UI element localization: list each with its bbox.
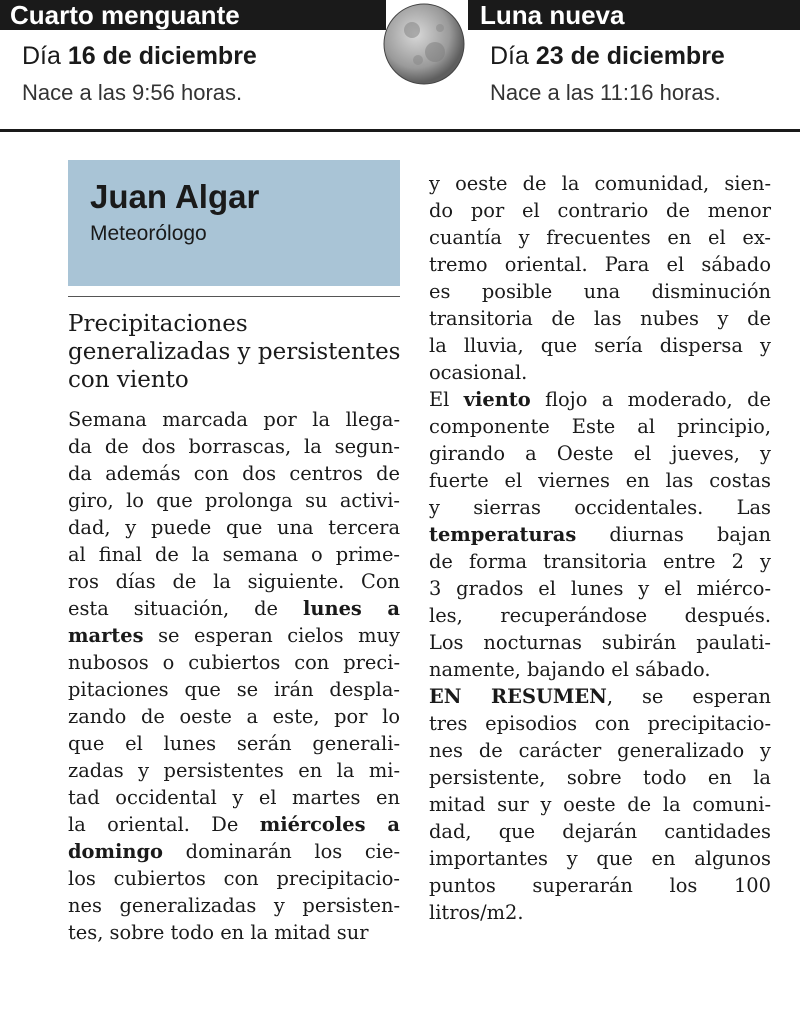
text-run: tes, sobre todo en la mitad sur — [68, 921, 369, 944]
text-run: persistente, sobre todo en la — [429, 766, 771, 789]
text-run: y sierras occidentales. Las — [429, 496, 771, 519]
text-run: fuerte el viernes en las costas — [429, 469, 771, 492]
text-run: giro, lo que prolonga su activi- — [68, 489, 400, 512]
text-run: nubosos o cubiertos con preci- — [68, 651, 400, 674]
text-line — [429, 386, 771, 413]
text-line — [429, 656, 771, 683]
text-line — [429, 197, 771, 224]
text-run: les, recuperándose después. — [429, 604, 771, 627]
text-line — [429, 467, 771, 494]
text-run: puntos superarán los 100 — [429, 874, 771, 897]
text-line — [429, 602, 771, 629]
text-run: la lluvia, que sería dispersa y — [429, 334, 771, 357]
text-run: esta situación, de — [68, 597, 304, 620]
text-run: namente, bajando el sábado. — [429, 658, 711, 681]
text-line — [429, 278, 771, 305]
text-line — [68, 676, 400, 703]
text-run: transitoria de las nubes y de — [429, 307, 771, 330]
text-run: Semana marcada por la llega- — [68, 408, 400, 431]
text-run: da de dos borrascas, la segun- — [68, 435, 400, 458]
text-line — [68, 460, 400, 487]
text-line — [429, 224, 771, 251]
text-run: la oriental. De — [68, 813, 260, 836]
text-line — [68, 568, 400, 595]
bold-term: martes — [68, 624, 144, 647]
text-run: 3 grados el lunes y el miérco- — [429, 577, 771, 600]
text-line — [68, 703, 400, 730]
text-line — [429, 710, 771, 737]
text-run: dominarán los cie- — [162, 840, 400, 863]
author-role: Meteorólogo — [90, 222, 207, 245]
text-line — [68, 541, 400, 568]
article-column-1 — [68, 406, 400, 946]
text-line — [68, 595, 400, 622]
phase-rise-new-moon: Nace a las 11:16 horas. — [490, 80, 721, 105]
text-run: de forma transitoria entre 2 y — [429, 550, 771, 573]
text-line — [68, 892, 400, 919]
text-line — [429, 575, 771, 602]
text-run: Los nocturnas subirán paulati- — [429, 631, 771, 654]
phase-title-waning: Cuarto menguante — [0, 0, 386, 30]
text-line — [429, 332, 771, 359]
text-run: zando de oeste a este, por lo — [68, 705, 400, 728]
bold-term: lunes a — [303, 597, 400, 620]
text-run: tremo oriental. Para el sábado — [429, 253, 771, 276]
text-run: flojo a moderado, de — [530, 388, 771, 411]
bold-term: viento — [463, 388, 531, 411]
text-run: nes de carácter generalizado y — [429, 739, 771, 762]
text-line — [68, 433, 400, 460]
bold-term: domingo — [68, 840, 163, 863]
text-run: , se esperan — [606, 685, 771, 708]
divider — [68, 296, 400, 297]
text-line — [429, 251, 771, 278]
text-line — [68, 487, 400, 514]
text-line — [429, 872, 771, 899]
text-run: da además con dos centros de — [68, 462, 400, 485]
text-line — [68, 514, 400, 541]
author-box — [68, 160, 400, 286]
text-run: al final de la semana o prime- — [68, 543, 400, 566]
phase-rise-waning: Nace a las 9:56 horas. — [22, 80, 243, 105]
text-line — [429, 791, 771, 818]
text-line — [429, 899, 771, 926]
text-line — [68, 811, 400, 838]
bold-term: EN RESUMEN — [429, 685, 607, 708]
text-line — [429, 629, 771, 656]
phase-date-new-moon: Día 23 de diciembre — [490, 42, 725, 70]
text-run: dad, que dejarán cantidades — [429, 820, 771, 843]
text-run: y oeste de la comunidad, sien- — [429, 172, 771, 195]
text-run: El — [429, 388, 464, 411]
text-line — [429, 548, 771, 575]
text-line — [429, 683, 771, 710]
text-line — [68, 622, 400, 649]
text-line — [429, 170, 771, 197]
text-run: litros/m2. — [429, 901, 524, 924]
bold-term: temperaturas — [429, 523, 577, 546]
text-line — [68, 730, 400, 757]
text-run: diurnas bajan — [576, 523, 771, 546]
text-line — [68, 757, 400, 784]
text-run: tad occidental y el martes en — [68, 786, 400, 809]
text-run: es posible una disminución — [429, 280, 771, 303]
phase-date-waning: Día 16 de diciembre — [22, 42, 257, 70]
text-line — [429, 845, 771, 872]
author-name: Juan Algar — [90, 178, 260, 215]
bold-term: miércoles a — [259, 813, 400, 836]
text-line — [429, 494, 771, 521]
text-line — [68, 406, 400, 433]
text-run: ros días de la siguiente. Con — [68, 570, 400, 593]
text-run: se esperan cielos muy — [143, 624, 400, 647]
text-run: dad, y puede que una tercera — [68, 516, 400, 539]
text-run: cuantía y frecuentes en el ex- — [429, 226, 771, 249]
text-line — [68, 649, 400, 676]
text-line — [429, 413, 771, 440]
text-run: componente Este al principio, — [429, 415, 771, 438]
text-run: do por el contrario de menor — [429, 199, 771, 222]
text-run: tres episodios con precipitacio- — [429, 712, 771, 735]
text-line — [429, 440, 771, 467]
text-line — [429, 764, 771, 791]
text-line — [68, 865, 400, 892]
text-run: nes generalizadas y persisten- — [68, 894, 400, 917]
text-run: pitaciones que se irán despla- — [68, 678, 400, 701]
article-column-2 — [429, 170, 771, 926]
text-run: ocasional. — [429, 361, 528, 384]
text-run: los cubiertos con precipitacio- — [68, 867, 400, 890]
text-run: girando a Oeste el jueves, y — [429, 442, 771, 465]
text-run: mitad sur y oeste de la comuni- — [429, 793, 771, 816]
text-line — [429, 359, 771, 386]
moon-icon — [380, 0, 468, 88]
text-run: zadas y persistentes en la mi- — [68, 759, 400, 782]
text-line — [429, 818, 771, 845]
text-run: que el lunes serán generali- — [68, 732, 400, 755]
phase-title-new-moon: Luna nueva — [468, 0, 800, 30]
text-run: importantes y que en algunos — [429, 847, 771, 870]
text-line — [68, 919, 400, 946]
text-line — [68, 784, 400, 811]
text-line — [429, 521, 771, 548]
text-line — [429, 305, 771, 332]
article-headline: Precipitaciones generalizadas y persistentes con viento — [68, 311, 401, 393]
moon-phases-header — [0, 0, 800, 132]
text-line — [429, 737, 771, 764]
text-line — [68, 838, 400, 865]
